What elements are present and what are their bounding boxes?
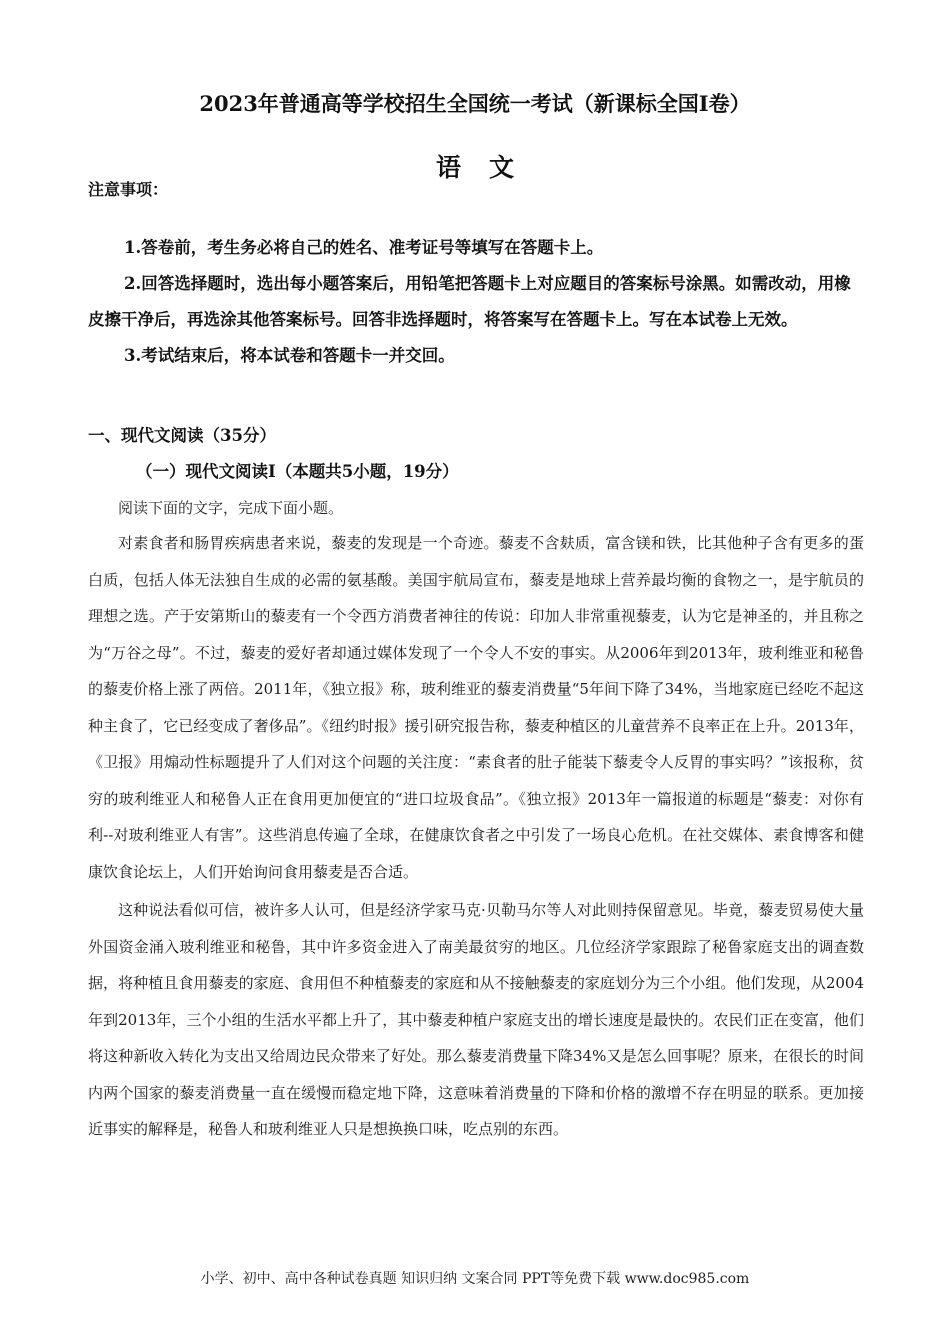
page-footer: 小学、初中、高中各种试卷真题 知识归纳 文案合同 PPT等免费下载 www.doc985.com: [200, 1271, 750, 1287]
notice-item: 3.考试结束后，将本试卷和答题卡一并交回。: [124, 346, 455, 365]
notice-heading: 注意事项：: [88, 180, 169, 199]
passage-paragraph: 对素食者和肠胃疾病患者来说，藜麦的发现是一个奇迹。藜麦不含麸质，富含镁和铁，比其他种子含有更多的蛋白质，包括人体无法独自生成的必需的氨基酸。美国宇航局宣布，藜麦是地球上营养最均衡的食物之一，是宇航员的理想之选。产于安第斯山的藜麦有一个令西方消费者神往的传说：印加人非常重视藜麦，认为它是神圣的，并且称之为“万谷之母”。不过，藜麦的爱好者却通过媒体发现了一个令人不安的事实。从2006年到2013年，玻利维亚和秘鲁的藜麦价格上涨了两倍。2011年，《独立报》称，玻利维亚的藜麦消费量“5年间下降了34%，当地家庭已经吃不起这种主食了，它已经变成了奢侈品”。《纽约时报》援引研究报告称，藜麦种植区的儿童营养不良率正在上升。2013年，《卫报》用煽动性标题提升了人们对这个问题的关注度：“素食者的肚子能装下藜麦令人反胃的事实吗？”该报称，贫穷的玻利维亚人和秘鲁人正在食用更加便宜的“进口垃圾食品”。《独立报》2013年一篇报道的标题是“藜麦：对你有利--对玻利维亚人有害”。这些消息传遍了全球，在健康饮食者之中引发了一场良心危机。在社交媒体、素食博客和健康饮食论坛上，人们开始询问食用藜麦是否合适。: [88, 534, 864, 881]
reading-passage: [88, 525, 864, 1148]
subject-heading: 语文: [435, 153, 542, 182]
reading-instruction: 阅读下面的文字，完成下面小题。: [118, 499, 344, 517]
exam-title: 2023年普通高等学校招生全国统一考试（新课标全国Ⅰ卷）: [199, 91, 751, 116]
notice-list: [88, 230, 864, 374]
notice-item: 2.回答选择题时，选出每小题答案后，用铅笔把答题卡上对应题目的答案标号涂黑。如需改动，用橡皮擦干净后，再选涂其他答案标号。回答非选择题时，将答案写在答题卡上。写在本试卷上无效。: [88, 274, 851, 329]
subsection-title: （一）现代文阅读Ⅰ（本题共5小题，19分）: [136, 462, 459, 481]
section-title: 一、现代文阅读（35分）: [88, 426, 276, 445]
passage-paragraph: 这种说法看似可信，被许多人认可，但是经济学家马克·贝勒马尔等人对此则持保留意见。毕竟，藜麦贸易使大量外国资金涌入玻利维亚和秘鲁，其中许多资金进入了南美最贫穷的地区。几位经济学家跟踪了秘鲁家庭支出的调查数据，将种植且食用藜麦的家庭、食用但不种植藜麦的家庭和从不接触藜麦的家庭划分为三个小组。他们发现，从2004年到2013年，三个小组的生活水平都上升了，其中藜麦种植户家庭支出的增长速度是最快的。农民们正在变富，他们将这种新收入转化为支出又给周边民众带来了好处。那么藜麦消费量下降34%又是怎么回事呢？原来，在很长的时间内两个国家的藜麦消费量一直在缓慢而稳定地下降，这意味着消费量的下降和价格的激增不存在明显的联系。更加接近事实的解释是，秘鲁人和玻利维亚人只是想换换口味，吃点别的东西。: [88, 901, 864, 1138]
notice-item: 1.答卷前，考生务必将自己的姓名、准考证号等填写在答题卡上。: [124, 238, 604, 257]
